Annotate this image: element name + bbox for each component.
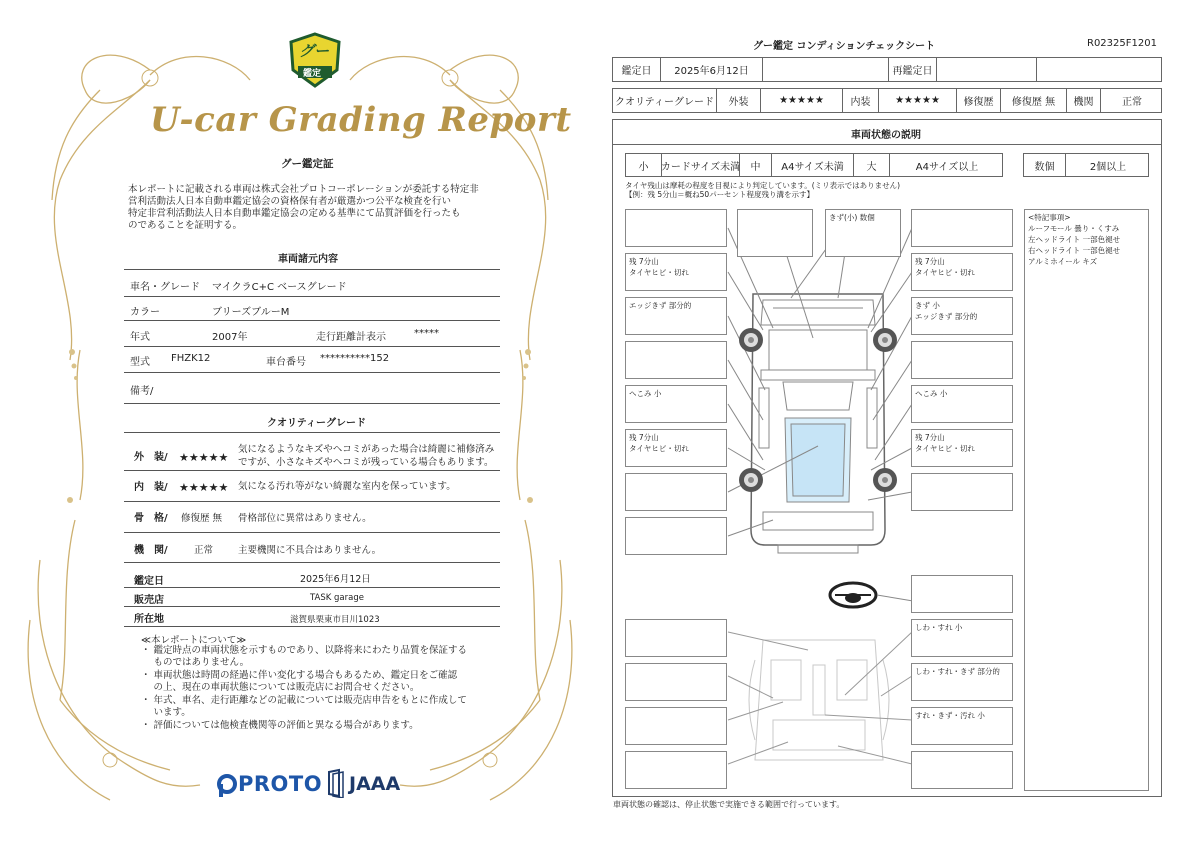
mileage-label: 走行距離計表示 (316, 332, 386, 343)
date-value: 2025年6月12日 (661, 58, 763, 81)
note-box-right-dent: へこみ 小 (911, 385, 1013, 423)
note-box (911, 209, 1013, 247)
badge-top: グー (299, 42, 330, 60)
legend-large: 大 (854, 154, 890, 176)
note-box-interior-3: すれ・きず・汚れ 小 (911, 707, 1013, 745)
legend-count-desc: 2個以上 (1089, 161, 1127, 173)
note-box-top-center-left (737, 209, 813, 257)
interior-stars: ★★★★★ (179, 481, 229, 494)
divider (124, 532, 500, 533)
spec-section-title: 車両諸元内容 (278, 254, 338, 265)
note-box (625, 751, 727, 789)
divider (124, 470, 500, 471)
note-top-center: きず(小) 数個 (829, 213, 875, 222)
note-box (625, 517, 727, 555)
goo-badge (289, 32, 341, 88)
special-item: 左ヘッドライト 一部色褪せ (1028, 235, 1121, 244)
note-box (625, 619, 727, 657)
re-date-value (937, 58, 1037, 81)
jaaa-logo-text: JAAA (349, 773, 401, 795)
exterior-desc-1: 気になるようなキズやヘコミがあった場合は綺麗に補修済み (238, 444, 495, 455)
note-box-left-dent: へこみ 小 (625, 385, 727, 423)
frame-label: 骨 格/ (134, 513, 168, 524)
legend-count: 数個 (1024, 154, 1066, 176)
frame-desc: 骨格部位に異常はありません。 (238, 513, 372, 524)
frame-value: 修復歴 無 (181, 513, 223, 524)
divider (124, 587, 500, 588)
shop-label: 販売店 (134, 595, 164, 606)
year-value: 2007年 (212, 332, 248, 343)
int-label: 内装 (843, 89, 879, 112)
chassis-label: 車台番号 (266, 357, 306, 368)
note-box (625, 473, 727, 511)
shop-value: TASK garage (310, 593, 364, 603)
chassis-value: **********152 (320, 353, 390, 364)
date-label: 鑑定日 (134, 576, 164, 587)
note-box-interior-2: しわ・すれ・きず 部分的 (911, 663, 1013, 701)
special-item: ルーフモール 曇り・くすみ (1028, 224, 1120, 233)
note-box-rear-left-tire: 残 7分山 タイヤヒビ・切れ (625, 429, 727, 467)
state-title: 車両状態の説明 (851, 130, 921, 141)
special-remarks-box (1024, 209, 1149, 791)
sheet-title: グー鑑定 コンディションチェックシート (753, 41, 936, 52)
about-title: ≪本レポートについて≫ (141, 635, 247, 646)
engine-label: 機 関/ (134, 545, 168, 556)
note-box-right-edge: きず 小 エッジきず 部分的 (911, 297, 1013, 335)
vehicle-state-panel (612, 119, 1162, 797)
bottom-note: 車両状態の確認は、停止状態で実施できる範囲で行っています。 (613, 800, 845, 809)
int-value: ★★★★★ (879, 89, 957, 112)
note-box (625, 209, 727, 247)
re-date-label: 再鑑定日 (889, 58, 937, 81)
empty-cell (1037, 58, 1163, 81)
year-label: 年式 (130, 332, 150, 343)
repair-label: 修復歴 (957, 89, 1001, 112)
special-item: アルミホイール キズ (1028, 257, 1098, 266)
model-label: 型式 (130, 357, 150, 368)
mileage-value: ***** (414, 328, 439, 339)
note-box (911, 341, 1013, 379)
note-box-interior-1: しわ・すれ 小 (911, 619, 1013, 657)
grading-report-page: グー 鑑定 U-car Grading Report グー鑑定証 本レポートに記載される車両は株式会社プロトコーポレーションが委託する特定非 営利活動法人日本自動車鑑定協会の資格保有者が厳選かつ公平な検査を行い 特定非営利活動法人日本自動車鑑定協会の定める基準にて品質評価を行ったも のであることを証明する。 車両諸元内容 車名・グレード マイクラC+C ベースグレード カラー ブリーズブルーM 年式 2007年 走行距離計表示 ***** 型式 FHZK12 車台番号 **********152 備考/ クオリティーグレード 外 装/ ★★★★★ 気になるようなキズやヘコミがあった場合は綺麗に補修済み ですが、小さなキズやヘコミが残っている場合もあります。 内 装/ ★★★★★ 気になる汚れ等がない綺麗な室内を保っています。 骨 格/ 修復歴 無 骨格部位に異常はありません。 機 関/ 正常 主要機関に不具合はありません。 鑑定日 2025年6月12日 販売店 TASK garage 所在地 滋賀県栗東市目川1023 ≪本レポートについて≫ ・ 鑑定時点の車両状態を示すものであり、以降将来にわたり品質を保証する ものではありません。 ・ 車両状態は時間の経過に伴い変化する場合もあるため、鑑定日をご確認 の上、現在の車両状態については販売店にお問合せください。 ・ 年式、車名、走行距離などの記載については販売店申告をもとに作成して います。 ・ 評価については他検査機関等の評価と異なる場合があります。 PROTO JAAA (0, 0, 600, 848)
note-box (911, 751, 1013, 789)
legend-mid-desc: A4サイズ未満 (772, 154, 854, 176)
report-id: R02325F1201 (1087, 38, 1157, 49)
car-name-label: 車名・グレード (130, 282, 200, 293)
date-row (612, 57, 1162, 82)
divider (124, 562, 500, 563)
divider (124, 296, 500, 297)
note-box-rear-right-tire: 残 7分山 タイヤヒビ・切れ (911, 429, 1013, 467)
legend-large-desc: A4サイズ以上 (915, 161, 979, 173)
special-item: 右ヘッドライト 一部色褪せ (1028, 246, 1121, 255)
engine-desc: 主要機関に不具合はありません。 (238, 545, 382, 556)
divider (124, 432, 500, 433)
color-value: ブリーズブルーM (212, 307, 290, 318)
grade-row (612, 88, 1162, 113)
quality-section-title: クオリティーグレード (267, 418, 366, 429)
proto-logo-text: PROTO (238, 772, 323, 796)
engine-label: 機関 (1067, 89, 1101, 112)
legend-small-desc: カードサイズ未満 (662, 154, 740, 176)
note-box (911, 575, 1013, 613)
remarks-label: 備考/ (130, 386, 154, 397)
note-box-left-edge: エッジきず 部分的 (625, 297, 727, 335)
address-label: 所在地 (134, 614, 164, 625)
model-value: FHZK12 (171, 353, 211, 364)
divider (124, 606, 500, 607)
date-label: 鑑定日 (613, 58, 661, 81)
steering-wheel-icon (830, 583, 913, 607)
interior-desc: 気になる汚れ等がない綺麗な室内を保っています。 (238, 481, 456, 492)
divider (124, 346, 500, 347)
divider (124, 372, 500, 373)
note-box (911, 473, 1013, 511)
note-box-top-center (825, 209, 901, 257)
engine-value: 正常 (194, 545, 214, 556)
special-title: <特記事項> (1028, 213, 1071, 222)
engine-value: 正常 (1122, 97, 1142, 108)
divider (124, 626, 500, 627)
tire-note-2: 【例：残 5分山＝概ね50パーセント程度残り溝を示す】 (625, 190, 815, 199)
certificate-subtitle: グー鑑定証 (281, 158, 334, 170)
note-box-front-right-tire: 残 7分山 タイヤヒビ・切れ (911, 253, 1013, 291)
report-title: U-car Grading Report (150, 100, 572, 140)
note-box (625, 663, 727, 701)
divider (124, 501, 500, 502)
empty-cell (763, 58, 889, 81)
divider (124, 320, 500, 321)
divider (124, 403, 500, 404)
ext-label: 外装 (717, 89, 761, 112)
tire-note-1: タイヤ残山は摩耗の程度を目視により判定しています。(ミリ表示ではありません) (625, 181, 901, 190)
note-box (625, 341, 727, 379)
exterior-label: 外 装/ (134, 452, 168, 463)
date-value: 2025年6月12日 (300, 574, 371, 585)
address-value: 滋賀県栗東市目川1023 (290, 615, 380, 625)
ext-value: ★★★★★ (761, 89, 843, 112)
legend-small: 小 (626, 154, 662, 176)
badge-bottom: 鑑定 (303, 69, 322, 79)
repair-value: 修復歴 無 (1001, 89, 1067, 112)
color-label: カラー (130, 307, 160, 318)
legend-mid: 中 (740, 154, 772, 176)
interior-label: 内 装/ (134, 482, 168, 493)
exterior-desc-2: ですが、小さなキズやヘコミが残っている場合もあります。 (238, 457, 494, 468)
divider (124, 269, 500, 270)
grade-label: クオリティーグレード (613, 89, 717, 112)
car-name-value: マイクラC+C ベースグレード (212, 282, 347, 293)
exterior-stars: ★★★★★ (179, 451, 229, 464)
note-box (625, 707, 727, 745)
note-box-front-left-tire: 残 7分山 タイヤヒビ・切れ (625, 253, 727, 291)
condition-check-sheet (600, 0, 1200, 848)
